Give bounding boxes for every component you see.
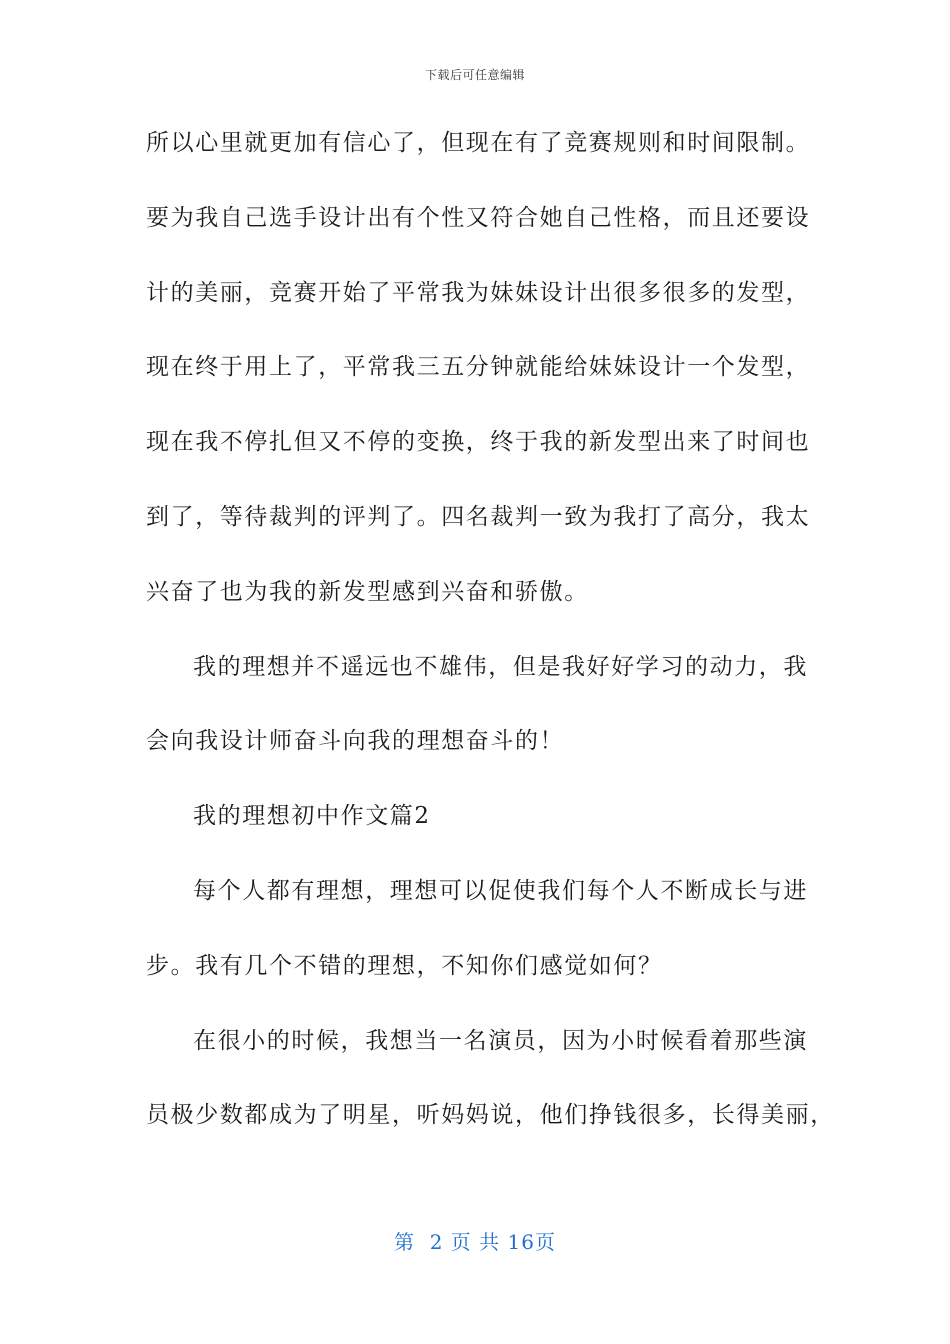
body-line: 要为我自己选手设计出有个性又符合她自己性格，而且还要设: [146, 204, 811, 231]
paragraph-start-line: 在很小的时候，我想当一名演员，因为小时候看着那些演: [193, 1027, 808, 1054]
header-note: 下载后可任意编辑: [424, 68, 525, 82]
section-heading: 我的理想初中作文篇2: [193, 803, 431, 830]
paragraph-start-line: 每个人都有理想，理想可以促使我们每个人不断成长与进: [193, 877, 808, 904]
body-line: 员极少数都成为了明星，听妈妈说，他们挣钱很多，长得美丽，: [146, 1102, 835, 1129]
page-number-label: 第 2 页 共 16页: [394, 1230, 556, 1254]
page-number-footer: [0, 1226, 950, 1255]
document-body: [146, 118, 835, 1165]
body-line: 到了，等待裁判的评判了。四名裁判一致为我打了高分，我太: [146, 503, 811, 530]
body-line: 会向我设计师奋斗向我的理想奋斗的！: [146, 728, 565, 755]
paragraph-start-line: 我的理想并不遥远也不雄伟，但是我好好学习的动力，我: [193, 653, 808, 680]
body-line: 计的美丽，竞赛开始了平常我为妹妹设计出很多很多的发型，: [146, 279, 811, 306]
body-line: 步。我有几个不错的理想，不知你们感觉如何？: [146, 952, 663, 979]
body-line: 兴奋了也为我的新发型感到兴奋和骄傲。: [146, 578, 589, 605]
body-line: 现在终于用上了，平常我三五分钟就能给妹妹设计一个发型，: [146, 354, 811, 381]
body-line: 现在我不停扎但又不停的变换，终于我的新发型出来了时间也: [146, 429, 811, 456]
body-line: 所以心里就更加有信心了，但现在有了竞赛规则和时间限制。: [146, 130, 811, 156]
